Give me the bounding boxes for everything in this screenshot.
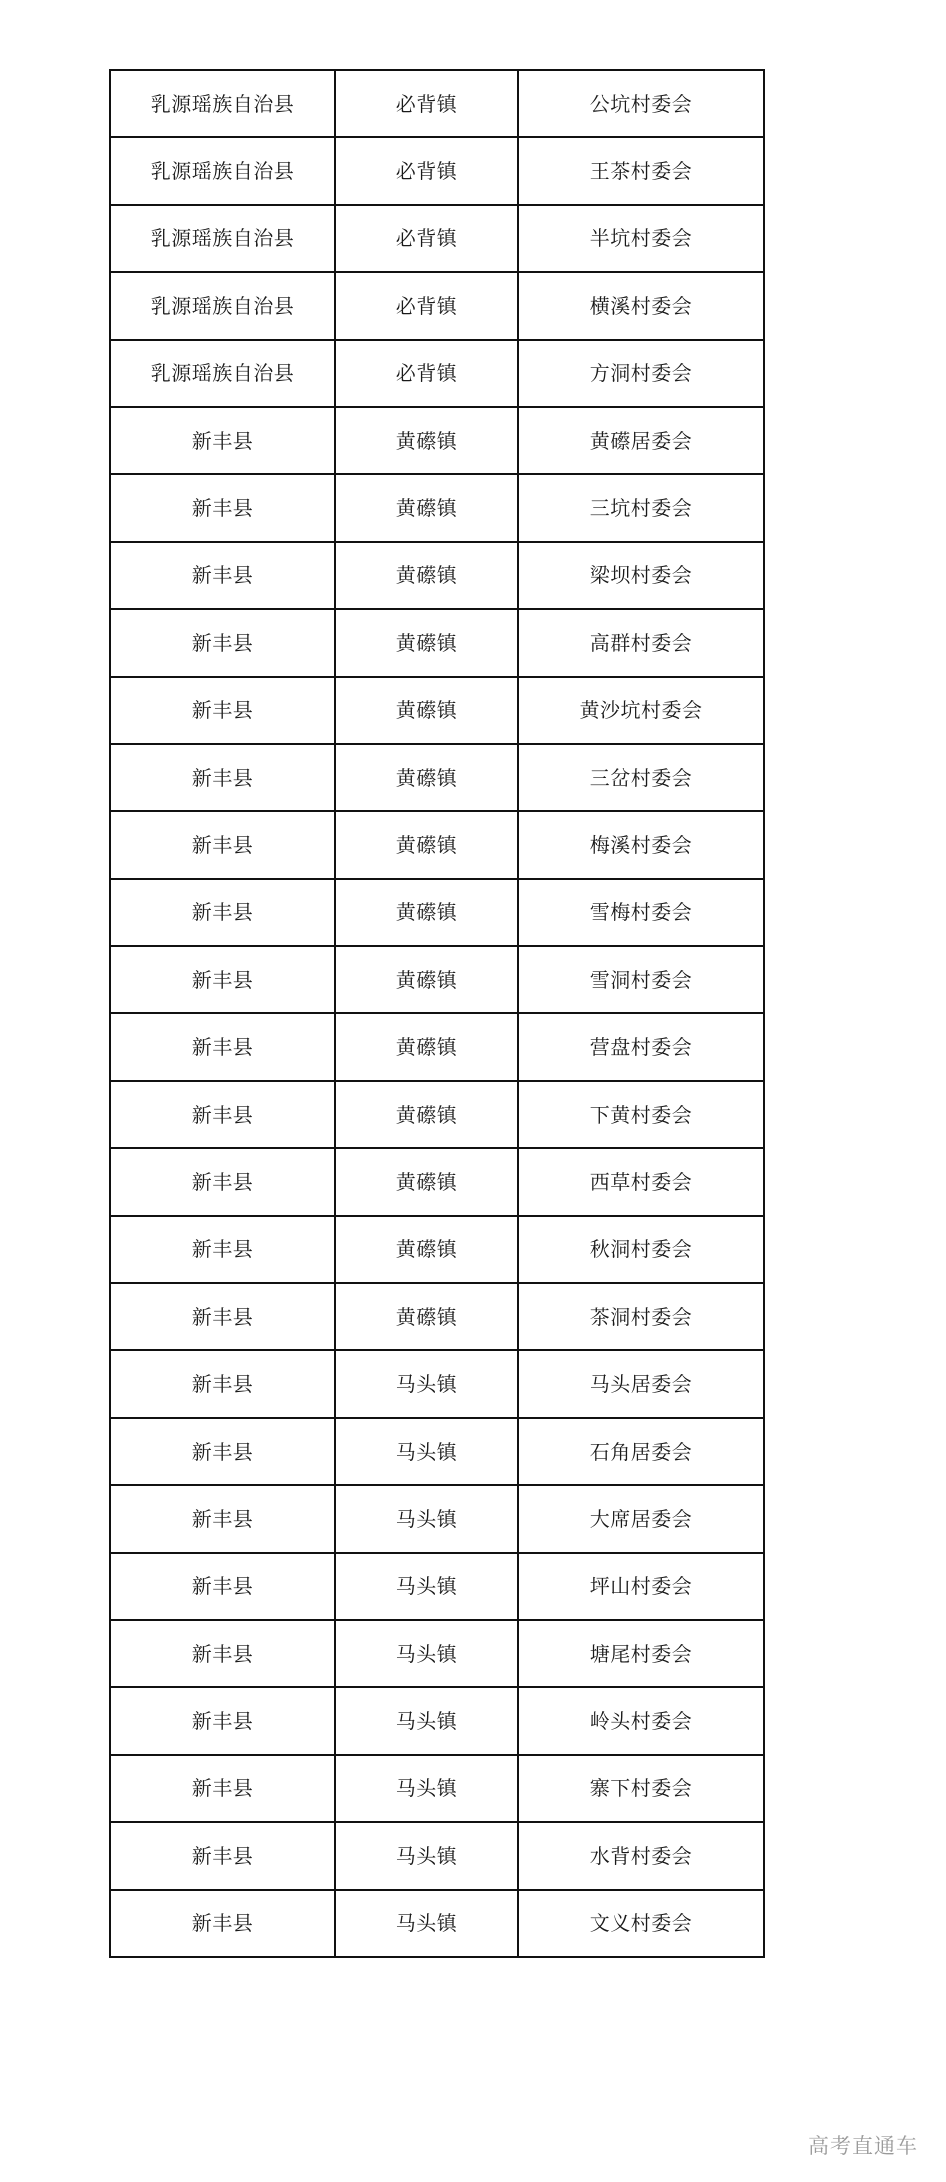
town-cell: 马头镇 [335, 1755, 518, 1822]
committee-cell: 黄礤居委会 [518, 407, 764, 474]
town-cell: 马头镇 [335, 1687, 518, 1754]
town-cell: 必背镇 [335, 272, 518, 339]
table-row [110, 1418, 764, 1485]
table-row [110, 542, 764, 609]
town-cell: 黄礤镇 [335, 879, 518, 946]
committee-cell: 雪洞村委会 [518, 946, 764, 1013]
county-cell: 新丰县 [110, 1822, 335, 1889]
county-cell: 新丰县 [110, 1485, 335, 1552]
committee-cell: 三坑村委会 [518, 474, 764, 541]
county-cell: 乳源瑶族自治县 [110, 70, 335, 137]
table-row [110, 1013, 764, 1080]
table-row [110, 677, 764, 744]
watermark-text: 高考直通车 [808, 2134, 918, 2158]
table-row [110, 1148, 764, 1215]
town-cell: 必背镇 [335, 137, 518, 204]
committee-cell: 坪山村委会 [518, 1553, 764, 1620]
committee-cell: 岭头村委会 [518, 1687, 764, 1754]
town-cell: 黄礤镇 [335, 542, 518, 609]
county-cell: 乳源瑶族自治县 [110, 340, 335, 407]
committee-cell: 方洞村委会 [518, 340, 764, 407]
county-cell: 新丰县 [110, 744, 335, 811]
table-row [110, 340, 764, 407]
county-cell: 新丰县 [110, 811, 335, 878]
county-cell: 新丰县 [110, 1283, 335, 1350]
town-cell: 必背镇 [335, 205, 518, 272]
committee-cell: 梁坝村委会 [518, 542, 764, 609]
town-cell: 黄礤镇 [335, 1081, 518, 1148]
village-table [109, 69, 765, 1958]
table-row [110, 272, 764, 339]
town-cell: 黄礤镇 [335, 407, 518, 474]
committee-cell: 营盘村委会 [518, 1013, 764, 1080]
committee-cell: 秋洞村委会 [518, 1216, 764, 1283]
town-cell: 黄礤镇 [335, 1216, 518, 1283]
town-cell: 必背镇 [335, 70, 518, 137]
town-cell: 马头镇 [335, 1620, 518, 1687]
county-cell: 新丰县 [110, 1148, 335, 1215]
table-row [110, 137, 764, 204]
committee-cell: 横溪村委会 [518, 272, 764, 339]
committee-cell: 水背村委会 [518, 1822, 764, 1889]
county-cell: 新丰县 [110, 609, 335, 676]
table-row [110, 1081, 764, 1148]
committee-cell: 公坑村委会 [518, 70, 764, 137]
table-row [110, 744, 764, 811]
county-cell: 新丰县 [110, 1553, 335, 1620]
county-cell: 新丰县 [110, 1620, 335, 1687]
committee-cell: 高群村委会 [518, 609, 764, 676]
committee-cell: 三岔村委会 [518, 744, 764, 811]
committee-cell: 塘尾村委会 [518, 1620, 764, 1687]
committee-cell: 寨下村委会 [518, 1755, 764, 1822]
table-row [110, 879, 764, 946]
committee-cell: 雪梅村委会 [518, 879, 764, 946]
table-row [110, 1620, 764, 1687]
county-cell: 新丰县 [110, 1013, 335, 1080]
committee-cell: 石角居委会 [518, 1418, 764, 1485]
county-cell: 新丰县 [110, 1890, 335, 1957]
county-cell: 乳源瑶族自治县 [110, 205, 335, 272]
committee-cell: 下黄村委会 [518, 1081, 764, 1148]
town-cell: 黄礤镇 [335, 1013, 518, 1080]
table-row [110, 474, 764, 541]
table-row [110, 1350, 764, 1417]
county-cell: 新丰县 [110, 1350, 335, 1417]
committee-cell: 大席居委会 [518, 1485, 764, 1552]
town-cell: 马头镇 [335, 1485, 518, 1552]
town-cell: 黄礤镇 [335, 677, 518, 744]
county-cell: 新丰县 [110, 407, 335, 474]
committee-cell: 马头居委会 [518, 1350, 764, 1417]
table-row [110, 1755, 764, 1822]
town-cell: 黄礤镇 [335, 609, 518, 676]
county-cell: 新丰县 [110, 542, 335, 609]
town-cell: 必背镇 [335, 340, 518, 407]
county-cell: 新丰县 [110, 474, 335, 541]
committee-cell: 半坑村委会 [518, 205, 764, 272]
town-cell: 马头镇 [335, 1553, 518, 1620]
town-cell: 马头镇 [335, 1822, 518, 1889]
town-cell: 黄礤镇 [335, 811, 518, 878]
table-row [110, 1216, 764, 1283]
town-cell: 马头镇 [335, 1418, 518, 1485]
county-cell: 新丰县 [110, 677, 335, 744]
table-row [110, 1822, 764, 1889]
table-row [110, 205, 764, 272]
county-cell: 新丰县 [110, 946, 335, 1013]
town-cell: 黄礤镇 [335, 946, 518, 1013]
town-cell: 黄礤镇 [335, 1148, 518, 1215]
county-cell: 新丰县 [110, 1687, 335, 1754]
table-row [110, 407, 764, 474]
county-cell: 新丰县 [110, 1755, 335, 1822]
table-row [110, 609, 764, 676]
town-cell: 黄礤镇 [335, 1283, 518, 1350]
table-row [110, 1553, 764, 1620]
table-row [110, 1283, 764, 1350]
committee-cell: 黄沙坑村委会 [518, 677, 764, 744]
committee-cell: 梅溪村委会 [518, 811, 764, 878]
county-cell: 新丰县 [110, 1418, 335, 1485]
committee-cell: 文义村委会 [518, 1890, 764, 1957]
committee-cell: 茶洞村委会 [518, 1283, 764, 1350]
county-cell: 新丰县 [110, 1216, 335, 1283]
town-cell: 黄礤镇 [335, 474, 518, 541]
town-cell: 马头镇 [335, 1350, 518, 1417]
committee-cell: 王茶村委会 [518, 137, 764, 204]
table-row [110, 811, 764, 878]
county-cell: 乳源瑶族自治县 [110, 272, 335, 339]
county-cell: 新丰县 [110, 879, 335, 946]
table-row [110, 1890, 764, 1957]
county-cell: 新丰县 [110, 1081, 335, 1148]
table-body [110, 70, 764, 1957]
table-row [110, 70, 764, 137]
table-row [110, 1485, 764, 1552]
town-cell: 马头镇 [335, 1890, 518, 1957]
county-cell: 乳源瑶族自治县 [110, 137, 335, 204]
committee-cell: 西草村委会 [518, 1148, 764, 1215]
town-cell: 黄礤镇 [335, 744, 518, 811]
table-row [110, 946, 764, 1013]
table-row [110, 1687, 764, 1754]
